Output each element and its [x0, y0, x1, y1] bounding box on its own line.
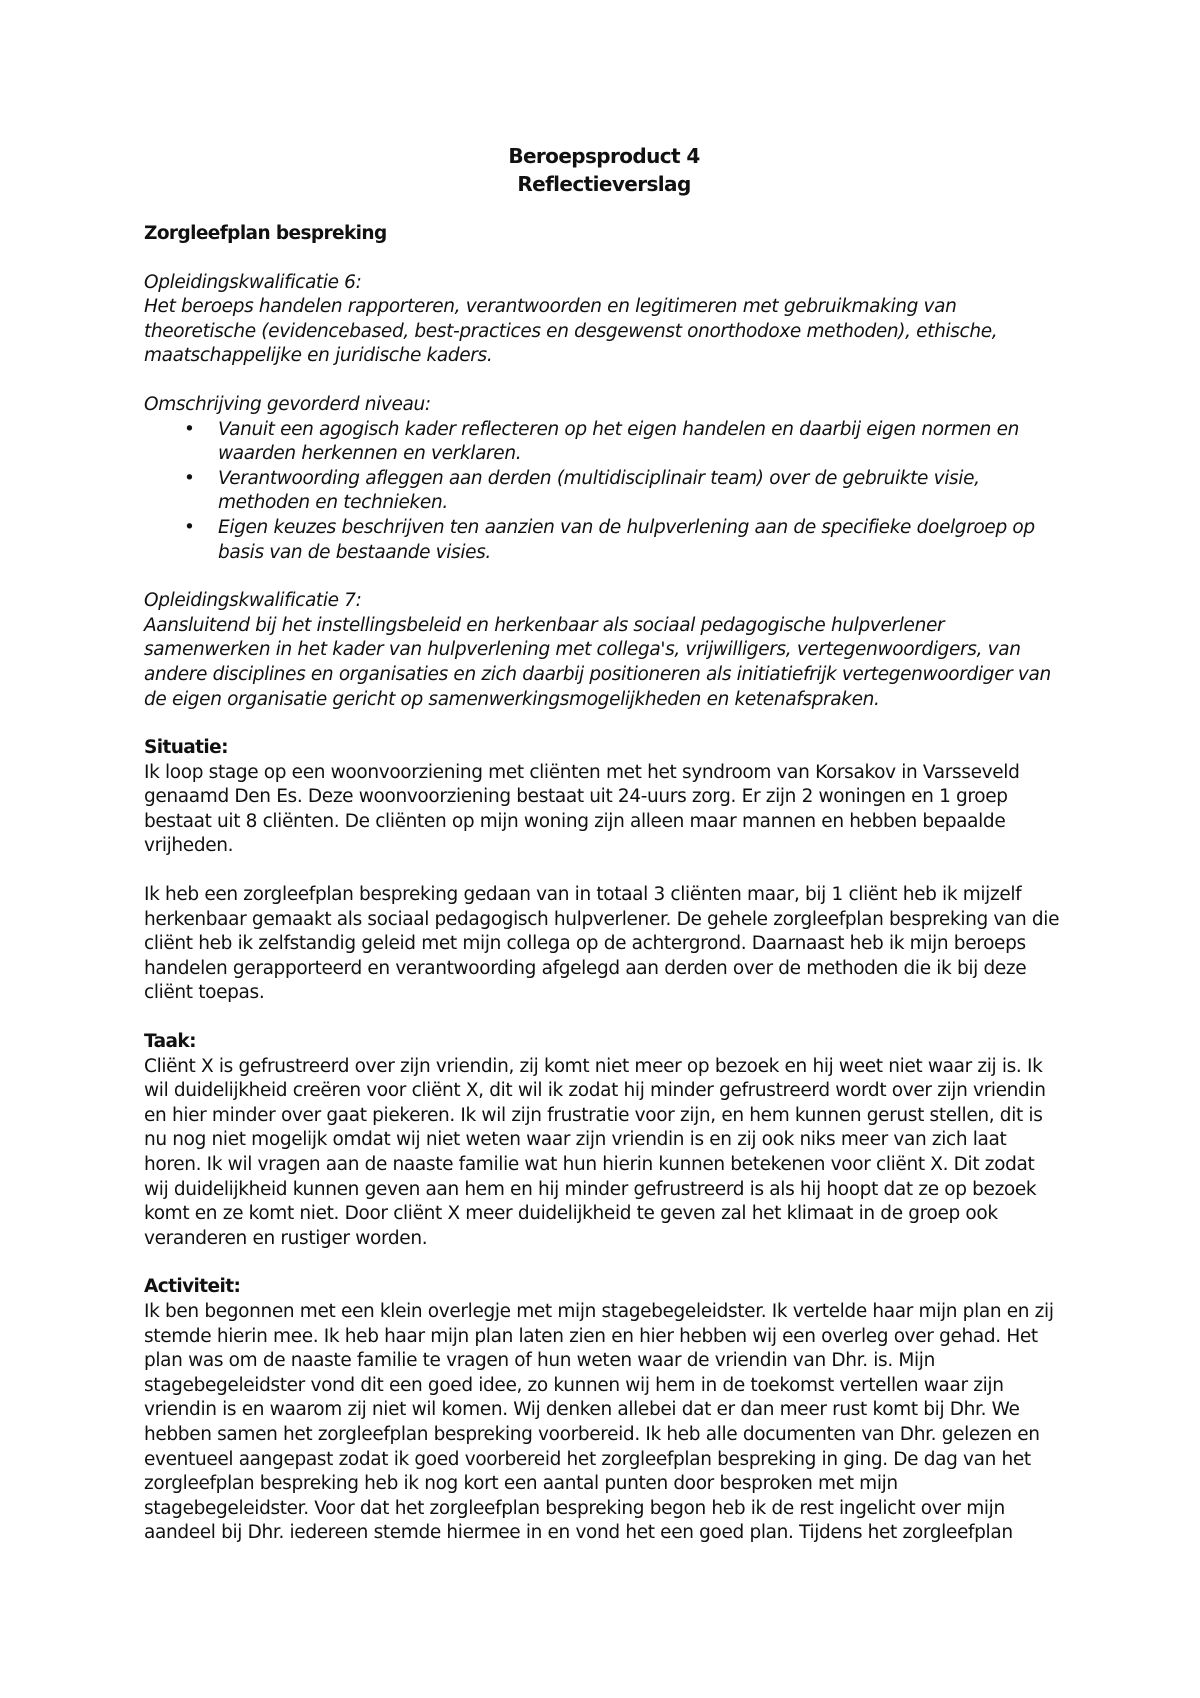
- situatie-paragraph-1: Ik loop stage op een woonvoorziening met cliënten met het syndroom van Korsakov in Varsseveld genaamd Den Es. Deze woonvoorziening bestaat uit 24-uurs zorg. Er zijn 2 woningen en 1 groep bestaat uit 8 cliënten. De cliënten op mijn woning zijn alleen maar mannen en hebben bepaalde vrijheden.: [144, 761, 1020, 857]
- document-page: [144, 142, 1064, 1546]
- taak-section: [144, 1030, 1064, 1251]
- list-item: [144, 418, 1064, 467]
- situatie-label: Situatie:: [144, 737, 228, 759]
- niveau-bullet-list: [144, 418, 1064, 566]
- title-line-1: Beroepsproduct 4: [508, 144, 700, 168]
- activiteit-section: [144, 1275, 1064, 1546]
- bullet-text: Verantwoording afleggen aan derden (multidisciplinair team) over de gebruikte visie, methoden en technieken.: [218, 467, 980, 514]
- title-line-2: Reflectieverslag: [517, 172, 691, 196]
- kwalificatie-7-block: [144, 589, 1064, 712]
- bullet-icon: •: [184, 418, 195, 440]
- niveau-block: [144, 393, 1064, 565]
- bullet-icon: •: [184, 467, 195, 489]
- bullet-text: Eigen keuzes beschrijven ten aanzien van de hulpverlening aan de specifieke doelgroep op basis van de bestaande visies.: [218, 516, 1035, 563]
- situatie-paragraph-2: Ik heb een zorgleefplan bespreking gedaan van in totaal 3 cliënten maar, bij 1 cliënt heb ik mijzelf herkenbaar gemaakt als sociaal pedagogisch hulpverlener. De gehele zorgleefplan bespreking van die cliënt heb ik zelfstandig geleid met mijn collega op de achtergrond. Daarnaast heb ik mijn beroeps handelen gerapporteerd en verantwoording afgelegd aan derden over de methoden die ik bij deze cliënt toepas.: [144, 884, 1060, 1004]
- activiteit-label: Activiteit:: [144, 1276, 241, 1298]
- bullet-text: Vanuit een agogisch kader reflecteren op het eigen handelen en daarbij eigen normen en waarden herkennen en verklaren.: [218, 418, 1019, 465]
- kwalificatie-7-text: Aansluitend bij het instellingsbeleid en herkenbaar als sociaal pedagogische hulpverlener samenwerken in het kader van hulpverlening met collega's, vrijwilligers, vertegenwoordigers, van andere disciplines en organisaties en zich daarbij positioneren als initiatiefrijk vertegenwoordiger van de eigen organisatie gericht op samenwerkingsmogelijkheden en ketenafspraken.: [144, 614, 1051, 710]
- taak-label: Taak:: [144, 1031, 196, 1053]
- kwalificatie-6-text: Het beroeps handelen rapporteren, verantwoorden en legitimeren met gebruikmaking van theoretische (evidencebased, best-practices en desgewenst onorthodoxe methoden), ethische, maatschappelijke en juridische kaders.: [144, 296, 998, 367]
- niveau-label: Omschrijving gevorderd niveau:: [144, 393, 431, 415]
- kwalificatie-6-label: Opleidingskwalificatie 6:: [144, 271, 362, 293]
- bullet-icon: •: [184, 516, 195, 538]
- activiteit-paragraph: Ik ben begonnen met een klein overlegje met mijn stagebegeleidster. Ik vertelde haar mijn plan en zij stemde hierin mee. Ik heb haar mijn plan laten zien en hier hebben wij een overleg over gehad. Het plan was om de naaste familie te vragen of hun weten waar de vriendin van Dhr. is. Mijn stagebegeleidster vond dit een goed idee, zo kunnen wij hem in de toekomst vertellen waar zijn vriendin is en waarom zij niet wil komen. Wij denken allebei dat er dan meer rust komt bij Dhr. We hebben samen het zorgleefplan bespreking voorbereid. Ik heb alle documenten van Dhr. gelezen en eventueel aangepast zodat ik goed voorbereid het zorgleefplan bespreking in ging. De dag van het zorgleefplan bespreking heb ik nog kort een aantal punten door besproken met mijn stagebegeleidster. Voor dat het zorgleefplan bespreking begon heb ik de rest ingelicht over mijn aandeel bij Dhr. iedereen stemde hiermee in en vond het een goed plan. Tijdens het zorgleefplan: [144, 1300, 1054, 1544]
- kwalificatie-7-label: Opleidingskwalificatie 7:: [144, 590, 362, 612]
- kwalificatie-6-block: [144, 271, 1064, 369]
- situatie-section: [144, 736, 1064, 1006]
- document-title: [144, 142, 1064, 198]
- list-item: [144, 467, 1064, 516]
- taak-paragraph: Cliënt X is gefrustreerd over zijn vriendin, zij komt niet meer op bezoek en hij weet niet waar zij is. Ik wil duidelijkheid creëren voor cliënt X, dit wil ik zodat hij minder gefrustreerd wordt over zijn vriendin en hier minder over gaat piekeren. Ik wil zijn frustratie voor zijn, en hem kunnen gerust stellen, dit is nu nog niet mogelijk omdat wij niet weten waar zijn vriendin is en zij ook niks meer van zich laat horen. Ik wil vragen aan de naaste familie wat hun hierin kunnen betekenen voor cliënt X. Dit zodat wij duidelijkheid kunnen geven aan hem en hij minder gefrustreerd is als hij hoopt dat ze op bezoek komt en ze komt niet. Door cliënt X meer duidelijkheid te geven zal het klimaat in de groep ook veranderen en rustiger worden.: [144, 1055, 1046, 1249]
- list-item: [144, 516, 1064, 565]
- section-heading: Zorgleefplan bespreking: [144, 223, 387, 244]
